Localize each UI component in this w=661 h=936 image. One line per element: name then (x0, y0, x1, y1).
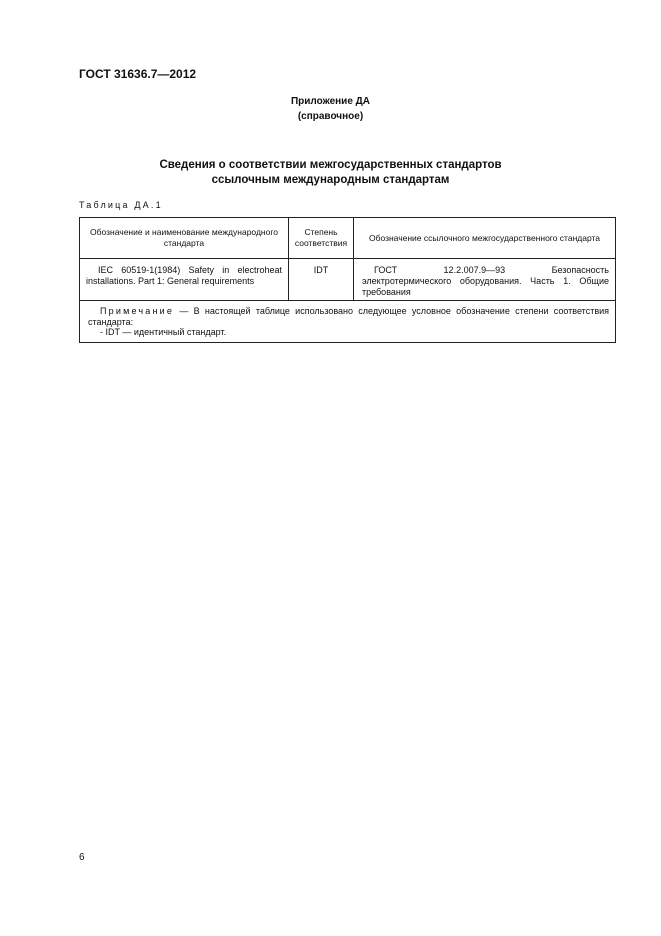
table-row (80, 259, 616, 301)
header-degree: Степень соответствия (289, 218, 354, 259)
table-note-row (80, 301, 616, 343)
section-title-line-1: Сведения о соответствии межгосударственных стандартов (159, 159, 502, 171)
correspondence-table (79, 217, 616, 343)
table-note (80, 301, 616, 343)
table-caption: Таблица ДА.1 (79, 200, 163, 210)
table-header-row (80, 218, 616, 259)
annex-heading (0, 94, 661, 124)
page-number: 6 (79, 852, 85, 863)
note-item: - IDT — идентичный стандарт. (100, 327, 227, 337)
section-title (0, 158, 661, 188)
header-international-standard: Обозначение и наименование международного стандарта (80, 218, 289, 259)
note-paragraph (88, 306, 609, 327)
document-code: ГОСТ 31636.7—2012 (79, 67, 197, 81)
note-label: Примечание (100, 306, 175, 316)
annex-title: Приложение ДА (290, 96, 371, 107)
annex-type: (справочное) (297, 111, 364, 122)
header-interstate-standard: Обозначение ссылочного межгосударственного стандарта (354, 218, 616, 259)
note-text: — В настоящей таблице использовано следующее условное обозначение степени соответствия стандарта: (88, 306, 609, 327)
cell-degree: IDT (289, 259, 354, 301)
cell-interstate-standard: ГОСТ 12.2.007.9—93 Безопасность электротермического оборудования. Часть 1. Общие требования (354, 259, 616, 301)
cell-international-standard: IEC 60519-1(1984) Safety in electroheat installations. Part 1: General requirements (80, 259, 289, 301)
section-title-line-2: ссылочным международным стандартам (211, 174, 450, 186)
